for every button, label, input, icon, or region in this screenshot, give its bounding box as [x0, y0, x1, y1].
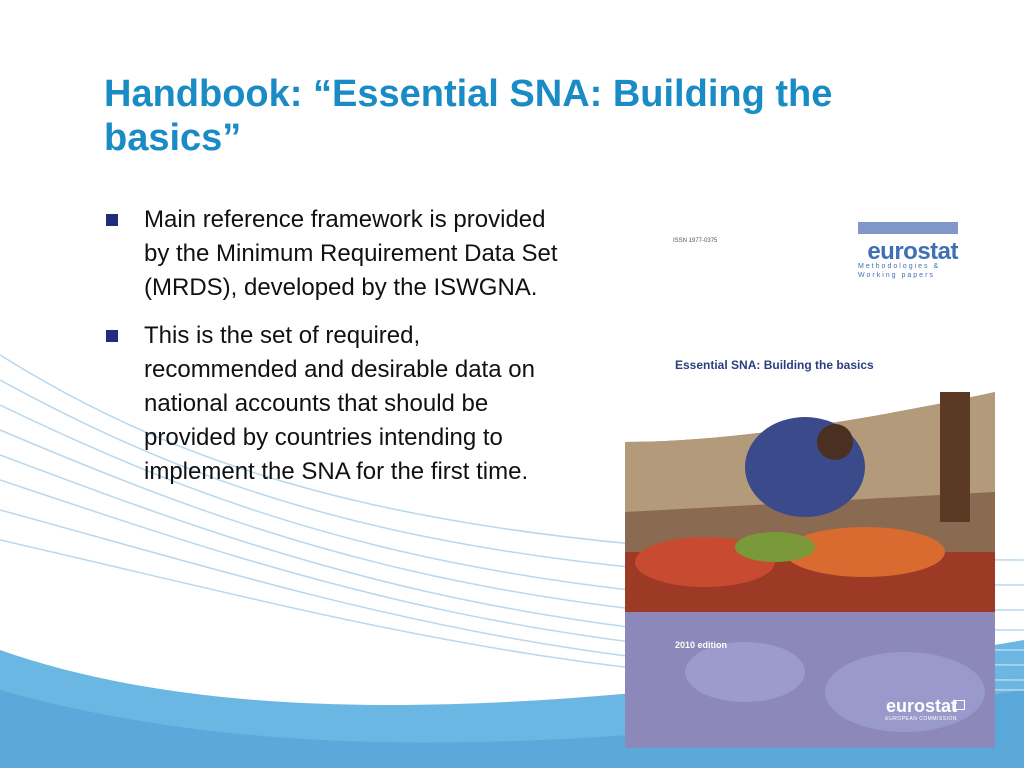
- cover-commission: EUROPEAN COMMISSION: [885, 716, 957, 722]
- cover-edition: 2010 edition: [675, 640, 728, 650]
- handbook-cover-image: [625, 222, 995, 748]
- market-photo: [625, 372, 995, 748]
- eurostat-bottom-logo: eurostat: [885, 696, 957, 716]
- cover-series: Methodologies & Working papers: [858, 263, 941, 279]
- square-bullet-icon: [106, 330, 118, 342]
- bullet-item: [104, 203, 564, 305]
- cover-issn: ISSN 1977-0375: [673, 238, 718, 244]
- cover-title: Essential SNA: Building the basics: [675, 358, 874, 372]
- eurostat-logo: eurostat: [867, 238, 958, 265]
- bullet-text: Main reference framework is provided by the Minimum Requirement Data Set (MRDS), developed by the ISWGNA.: [144, 206, 558, 301]
- bullet-list: [104, 203, 564, 503]
- bullet-item: [104, 319, 564, 489]
- eu-flag-icon: [955, 700, 965, 710]
- square-bullet-icon: [106, 214, 118, 226]
- bullet-text: This is the set of required, recommended and desirable data on national accounts that should be provided by countries intending to implement the SNA for the first time.: [144, 322, 535, 485]
- slide-title: Handbook: “Essential SNA: Building the basics”: [104, 73, 833, 159]
- cover-top-band: [858, 222, 958, 234]
